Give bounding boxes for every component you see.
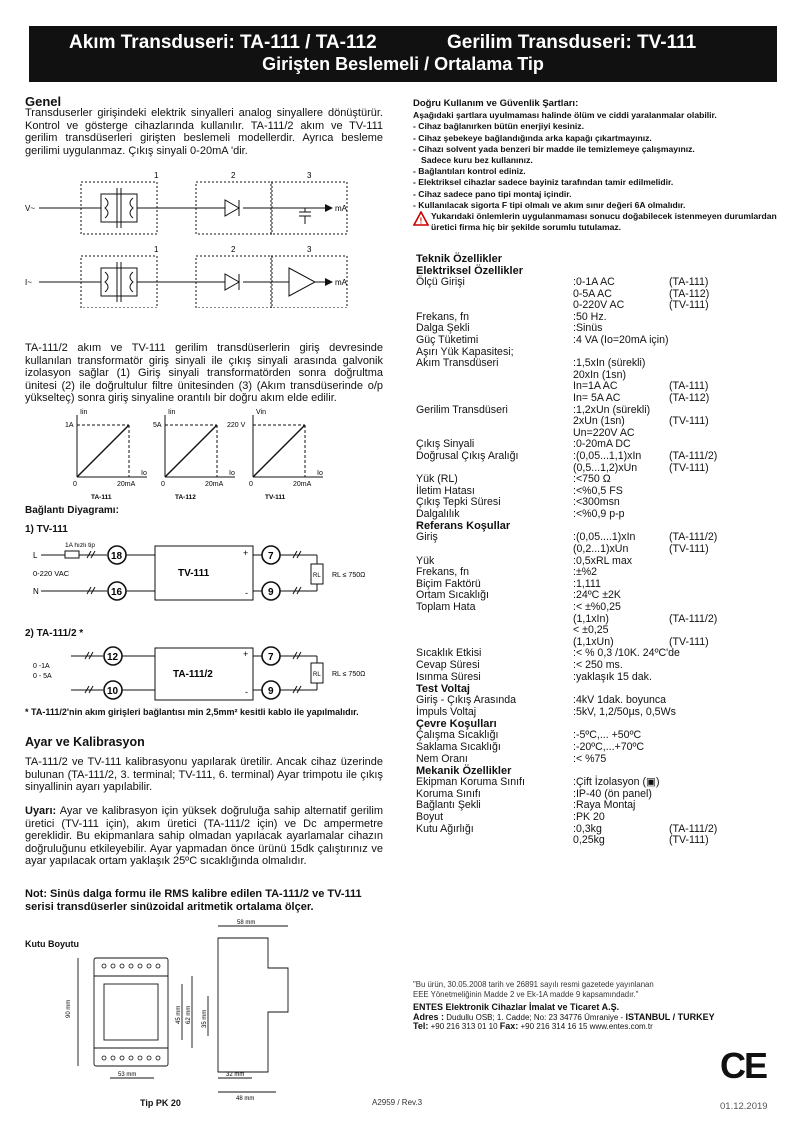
block-label-1: 1: [154, 171, 159, 180]
conn1-fuse: 1A hızlı tip: [65, 542, 95, 549]
warning-row: [413, 211, 783, 233]
spec-model: (TV-111): [669, 635, 709, 648]
spec-value: :1,5xIn (sürekli): [573, 357, 646, 370]
genel-text: Transduserler girişindeki elektrik sinyalleri analog sinyallere dönüştürür. Kontrol ve gösterge cihazlarında kullanılır. TA-111/2 akım ve TV-111 gerilim transdüserleri girişten beslemeli modellerdir. Ayrıca besleme gerilimi uygulanmaz. Çıkış sinyali 0-20mA 'dir.: [25, 107, 383, 157]
tel-label: Tel:: [413, 1021, 429, 1031]
conn2-t10: 10: [107, 686, 119, 697]
spec-value: :1,111: [573, 577, 601, 590]
conn1-n: N: [33, 587, 39, 596]
connection-title: Bağlantı Diyagramı:: [25, 505, 119, 516]
graph3-yname: Vin: [256, 409, 266, 416]
spec-label: Giriş - Çıkış Arasında: [416, 694, 517, 707]
sinus-note: Not: Sinüs dalga formu ile RMS kalibre edilen TA-111/2 ve TV-111 serisi transdüserler sinüzoidal aritmetik ortalama ölçer.: [25, 888, 362, 913]
spec-value: 0-220V AC: [573, 299, 625, 312]
transfer-graphs: [55, 405, 355, 502]
spec-label: Nem Oranı: [416, 752, 468, 765]
company-info: [413, 1003, 715, 1032]
fax: +90 216 314 16 15 www.entes.com.tr: [518, 1022, 653, 1031]
spec-value: :Raya Montaj: [573, 799, 636, 812]
conn2-minus: -: [245, 687, 248, 697]
spec-model: (TV-111): [669, 461, 709, 474]
input-v-label: V~: [25, 204, 36, 213]
dim-62: 62 mm: [186, 1005, 192, 1024]
spec-value: In=1A AC: [573, 380, 618, 393]
kutu-title: Kutu Boyutu: [25, 939, 79, 949]
technical-specs: [416, 253, 766, 847]
spec-label: Giriş: [416, 531, 438, 544]
spec-value: :(0,05...1,1)xIn: [573, 449, 642, 462]
conn2-t12: 12: [107, 652, 119, 663]
spec-label: Ölçü Girişi: [416, 276, 465, 288]
rule-item: - Cihaz bağlanırken bütün enerjiyi kesiniz.: [413, 121, 584, 132]
graph2-xmax: 20mA: [205, 481, 224, 488]
spec-value: :<%0,9 p-p: [573, 507, 625, 520]
spec-label: Frekans, fn: [416, 310, 469, 323]
document-number: A2959 / Rev.3: [372, 1098, 423, 1107]
conn1-t9: 9: [268, 587, 274, 598]
output-label-2: mA: [335, 278, 347, 287]
spec-value: :-5ºC,... +50ºC: [573, 729, 642, 742]
spec-value: :< ±%0,25: [573, 601, 621, 614]
spec-label: Cevap Süresi: [416, 659, 480, 671]
spec-label: Kutu Ağırlığı: [416, 822, 474, 835]
dim-53: 53 mm: [118, 1072, 137, 1078]
description-text: TA-111/2 akım ve TV-111 gerilim transdüserlerin giriş devresinde kullanılan transformatör giriş sinyali ile çıkış sinyali arasında galvonik izolasyon sağlar (1) Giriş sinyali transformatörden sonra doğrultma ünitesi (2) ile doğrultulur filtre ünitesinden (3) (Akım transdüserinde o/p yükselteç) sonra giriş sinyaline orantılı bir doğru akım elde edilir.: [25, 342, 383, 404]
spec-label: Güç Tüketimi: [416, 333, 479, 346]
spec-model: (TA-111/2): [669, 531, 718, 544]
title-voltage-transducer: Gerilim Transduseri: TV-111: [447, 32, 697, 53]
spec-value: :50 Hz.: [573, 310, 607, 323]
rule-item: - Bağlantıları kontrol ediniz.: [413, 166, 526, 177]
spec-title-test: Test Voltaj: [416, 683, 470, 696]
dim-90: 90 mm: [66, 999, 72, 1018]
spec-label: Koruma Sınıfı: [416, 787, 481, 800]
spec-label: İletim Hatası: [416, 484, 475, 497]
box-type: Tip PK 20: [140, 1098, 181, 1108]
address-label: Adres :: [413, 1011, 445, 1022]
graph1-name: TA-111: [91, 494, 112, 501]
conn2-plus: +: [243, 649, 249, 659]
spec-value: < ±0,25: [573, 624, 609, 637]
header-subtitle: Girişten Beslemeli / Ortalama Tip: [262, 54, 544, 74]
spec-label: Frekans, fn: [416, 566, 469, 579]
spec-model: (TV-111): [669, 543, 709, 556]
spec-model: (TA-111): [669, 276, 709, 288]
spec-value: :< % 0,3 /10K. 24ºC'de: [573, 647, 680, 660]
spec-label: Akım Transdüseri: [416, 357, 499, 370]
conn2-device: TA-111/2: [173, 669, 213, 680]
block-label-3: 3: [307, 171, 312, 180]
spec-model: (TA-111/2): [669, 612, 718, 625]
graph3-xname: Io: [317, 470, 323, 477]
warning-label: Uyarı:: [25, 805, 57, 817]
conn1-title: 1) TV-111: [25, 524, 68, 535]
spec-value: :5kV, 1,2/50µs, 0,5Ws: [573, 705, 676, 718]
spec-model: (TA-111): [669, 380, 709, 393]
spec-label: İmpuls Voltaj: [416, 705, 477, 718]
spec-label: Çıkış Sinyali: [416, 438, 475, 451]
spec-title-teknik: Teknik Özellikler: [416, 253, 503, 265]
block-label-2b: 2: [231, 245, 236, 254]
spec-value: :PK 20: [573, 810, 605, 823]
spec-label: Biçim Faktörü: [416, 577, 481, 590]
rules-title: Doğru Kullanım ve Güvenlik Şartları:: [413, 98, 579, 109]
dim-35: 35 mm: [202, 1009, 208, 1028]
spec-value: In= 5A AC: [573, 391, 621, 404]
spec-value: (0,2...1)xUn: [573, 543, 629, 556]
title-current-transducer: Akım Transduseri: TA-111 / TA-112: [69, 32, 377, 53]
spec-value: :Sinüs: [573, 322, 603, 335]
conn1-l: L: [33, 551, 38, 560]
conn-diagram-ta111: [25, 642, 385, 704]
spec-title-mekanik: Mekanik Özellikler: [416, 765, 512, 778]
spec-label: Isınma Süresi: [416, 670, 481, 683]
genel-title: Genel: [25, 94, 62, 109]
spec-model: (TV-111): [669, 415, 709, 428]
conn1-supply: 0-220 VAC: [33, 569, 70, 578]
spec-value: :<%0,5 FS: [573, 484, 623, 497]
spec-value: :IP-40 (ön panel): [573, 787, 652, 800]
spec-value: :Çift İzolasyon (▣): [573, 776, 660, 789]
graph1-ymax: 1A: [65, 422, 74, 429]
conn1-plus: +: [243, 548, 249, 558]
spec-model: (TA-112): [669, 391, 710, 404]
spec-title-cevre: Çevre Koşulları: [416, 718, 497, 731]
spec-label: Çıkış Tepki Süresi: [416, 496, 501, 509]
warning-statement: Yukarıdaki önlemlerin uygulanmaması sonucu doğabilecek istenmeyen durumlardan üretici firma hiç bir şekilde sorumlu tutulamaz.: [431, 211, 777, 233]
spec-label: Sıcaklık Etkisi: [416, 647, 482, 660]
spec-value: 0-5A AC: [573, 287, 612, 300]
spec-label: Dalgalılık: [416, 507, 460, 520]
spec-value: :-20ºC,...+70ºC: [573, 740, 645, 753]
conn1-rl-label: RL ≤ 750Ω: [332, 572, 366, 579]
rohs-line-2: EEE Yönetmeliğinin Madde 2 ve Ek-1A madde 9 kapsamındadır.": [413, 990, 639, 999]
graph2-xname: Io: [229, 470, 235, 477]
spec-model: (TA-111/2): [669, 822, 718, 835]
ayar-p1: TA-111/2 ve TV-111 kalibrasyonu yapılarak üretilir. Ancak cihaz üzerinde bulunan (TA-111/2, 3. terminal; TV-111, 6. terminal) Ayar trimpotu ile çıkış sinyallinin ayarı yapılabilir.: [25, 756, 383, 793]
block-diagram: [25, 168, 385, 308]
rule-item: - Cihazı solvent yada benzeri bir madde ile temizlemeye çalışmayınız.: [413, 143, 695, 154]
rohs-note: [413, 980, 654, 1000]
spec-model: (TA-111/2): [669, 449, 718, 462]
spec-value: :24ºC ±2K: [573, 589, 621, 602]
rule-item: Sadece kuru bez kullanınız.: [421, 155, 533, 166]
address-city: ISTANBUL / TURKEY: [625, 1011, 715, 1022]
box-dimensions: [50, 918, 320, 1108]
spec-label: Ekipman Koruma Sınıfı: [416, 776, 525, 789]
spec-title-referans: Referans Koşullar: [416, 520, 511, 533]
output-label-1: mA: [335, 204, 347, 213]
spec-value: :0-20mA DC: [573, 438, 631, 451]
page-header: [29, 26, 777, 82]
graph2-ymax: 5A: [153, 422, 162, 429]
spec-value: :<750 Ω: [573, 473, 611, 486]
spec-label: Yük: [416, 554, 435, 567]
graph1-zero: 0: [73, 481, 77, 488]
conn1-device: TV-111: [178, 568, 210, 579]
dim-58: 58 mm: [237, 920, 256, 926]
conn2-t9: 9: [268, 686, 274, 697]
conn1-minus: -: [245, 588, 248, 598]
spec-value: :1,2xUn (sürekli): [573, 403, 651, 416]
spec-value: 0,25kg: [573, 834, 605, 847]
spec-value: 2xUn (1sn): [573, 415, 625, 428]
graph2-name: TA-112: [175, 494, 196, 501]
input-i-label: I~: [25, 278, 32, 287]
conn2-rl-label: RL ≤ 750Ω: [332, 671, 366, 678]
spec-value: :0,5xRL max: [573, 554, 633, 567]
svg-text:!: !: [419, 216, 423, 226]
conn1-t16: 16: [111, 587, 123, 598]
spec-label: Yük (RL): [416, 473, 458, 486]
spec-value: :4kV 1dak. boyunca: [573, 694, 667, 707]
spec-value: 20xIn (1sn): [573, 368, 626, 381]
rule-item: - Kullanılacak sigorta F tipi olmalı ve akım sınır değeri 6A olmalıdır.: [413, 199, 686, 210]
spec-label: Boyut: [416, 810, 444, 823]
spec-value: :(0,05....1)xIn: [573, 531, 636, 544]
company-name: ENTES Elektronik Cihazlar İmalat ve Ticaret A.Ş.: [413, 1002, 620, 1012]
conn2-in1: 0 -1A: [33, 663, 50, 670]
graph1-xmax: 20mA: [117, 481, 136, 488]
spec-value: :< 250 ms.: [573, 659, 623, 671]
conn1-t18: 18: [111, 551, 123, 562]
conn2-in2: 0 - 5A: [33, 673, 52, 680]
spec-value: (1,1xUn): [573, 635, 614, 648]
spec-value: (1,1xIn): [573, 612, 609, 625]
address: Dudullu OSB; 1. Cadde; No: 23 34776 Ümraniye -: [444, 1012, 626, 1022]
graph2-zero: 0: [161, 481, 165, 488]
spec-value: :4 VA (Io=20mA için): [573, 333, 669, 346]
graph3-xmax: 20mA: [293, 481, 312, 488]
spec-model: (TA-112): [669, 287, 710, 300]
conn1-t7: 7: [268, 551, 274, 562]
dim-32: 32 mm: [226, 1072, 245, 1078]
spec-value: :yaklaşık 15 dak.: [573, 670, 652, 683]
spec-model: (TV-111): [669, 834, 709, 847]
spec-title-elektriksel: Elektriksel Özellikler: [416, 265, 524, 277]
spec-value: :<300msn: [573, 496, 620, 509]
rule-item: - Cihaz şebekeye bağlandığında arka kapağı çıkartmayınız.: [413, 132, 652, 143]
document-date: 01.12.2019: [720, 1101, 768, 1112]
rule-item: - Elektriksel cihazlar sadece bayiniz tarafından tamir edilmelidir.: [413, 177, 674, 188]
dim-45: 45 mm: [176, 1005, 182, 1024]
rule-item: - Cihaz sadece pano tipi montaj içindir.: [413, 188, 572, 199]
spec-value: :0-1A AC: [573, 276, 615, 288]
block-label-1b: 1: [154, 245, 159, 254]
warning-text: Ayar ve kalibrasyon için yüksek doğruluğa sahip alternatif gerilim üretici (TV-111 için), akım üretici (TA-111/2 için) ve Dc ampermetre gereklidir. Bu ekipmanlara sahip olmadan yapılacak ayarlamalar cihazın doğruluğunu etkileyebilir. Ayar yapmadan önce ürünü 15dk çalıştırınız ve ayar yapılacak ortam yaklaşık 25ºC sıcaklığında olmalıdır.: [25, 805, 383, 867]
graph3-name: TV-111: [265, 494, 286, 501]
ce-mark-icon: CE: [720, 1045, 767, 1086]
graph3-zero: 0: [249, 481, 253, 488]
fax-label: Fax:: [499, 1021, 519, 1031]
graph2-yname: Iin: [168, 409, 176, 416]
spec-label: Aşırı Yük Kapasitesi;: [416, 345, 514, 358]
spec-label: Doğrusal Çıkış Aralığı: [416, 449, 519, 462]
spec-value: Un=220V AC: [573, 426, 635, 439]
block-label-2: 2: [231, 171, 236, 180]
spec-label: Gerilim Transdüseri: [416, 403, 508, 416]
spec-label: Toplam Hata: [416, 601, 476, 614]
block-label-3b: 3: [307, 245, 312, 254]
cable-note: * TA-111/2'nin akım girişleri bağlantısı min 2,5mm² kesitli kablo ile yapılmalıdır.: [25, 707, 359, 717]
dim-48: 48 mm: [236, 1096, 255, 1102]
spec-label: Dalga Şekli: [416, 322, 470, 335]
graph1-xname: Io: [141, 470, 147, 477]
spec-value: (0,5...1,2)xUn: [573, 461, 638, 474]
spec-value: :< %75: [573, 752, 607, 765]
ayar-p2: [25, 805, 383, 868]
graph1-yname: Iin: [80, 409, 88, 416]
warning-triangle-icon: [413, 211, 429, 226]
conn-diagram-tv111: [25, 536, 385, 606]
safety-rules: [413, 98, 783, 233]
spec-label: Ortam Sıcaklığı: [416, 589, 489, 602]
spec-label: Çalışma Sıcaklığı: [416, 729, 499, 742]
conn1-rl: RL: [313, 573, 321, 579]
spec-value: :0,3kg: [573, 822, 602, 835]
rules-intro: Aşağıdaki şartlara uyulmaması halinde ölüm ve ciddi yaralanmalar olabilir.: [413, 110, 717, 121]
conn2-t7: 7: [268, 652, 274, 663]
rohs-line-1: "Bu ürün, 30.05.2008 tarih ve 26891 sayılı resmi gazetede yayınlanan: [413, 980, 654, 989]
ayar-title: Ayar ve Kalibrasyon: [25, 735, 145, 749]
spec-label: Bağlantı Şekli: [416, 799, 481, 812]
conn2-title: 2) TA-111/2 *: [25, 628, 84, 639]
tel: +90 216 313 01 10: [428, 1022, 500, 1031]
graph3-ymax: 220 V: [227, 422, 246, 429]
spec-model: (TV-111): [669, 299, 709, 312]
conn2-rl: RL: [313, 672, 321, 678]
spec-value: :±%2: [573, 566, 598, 579]
spec-label: Saklama Sıcaklığı: [416, 740, 501, 753]
